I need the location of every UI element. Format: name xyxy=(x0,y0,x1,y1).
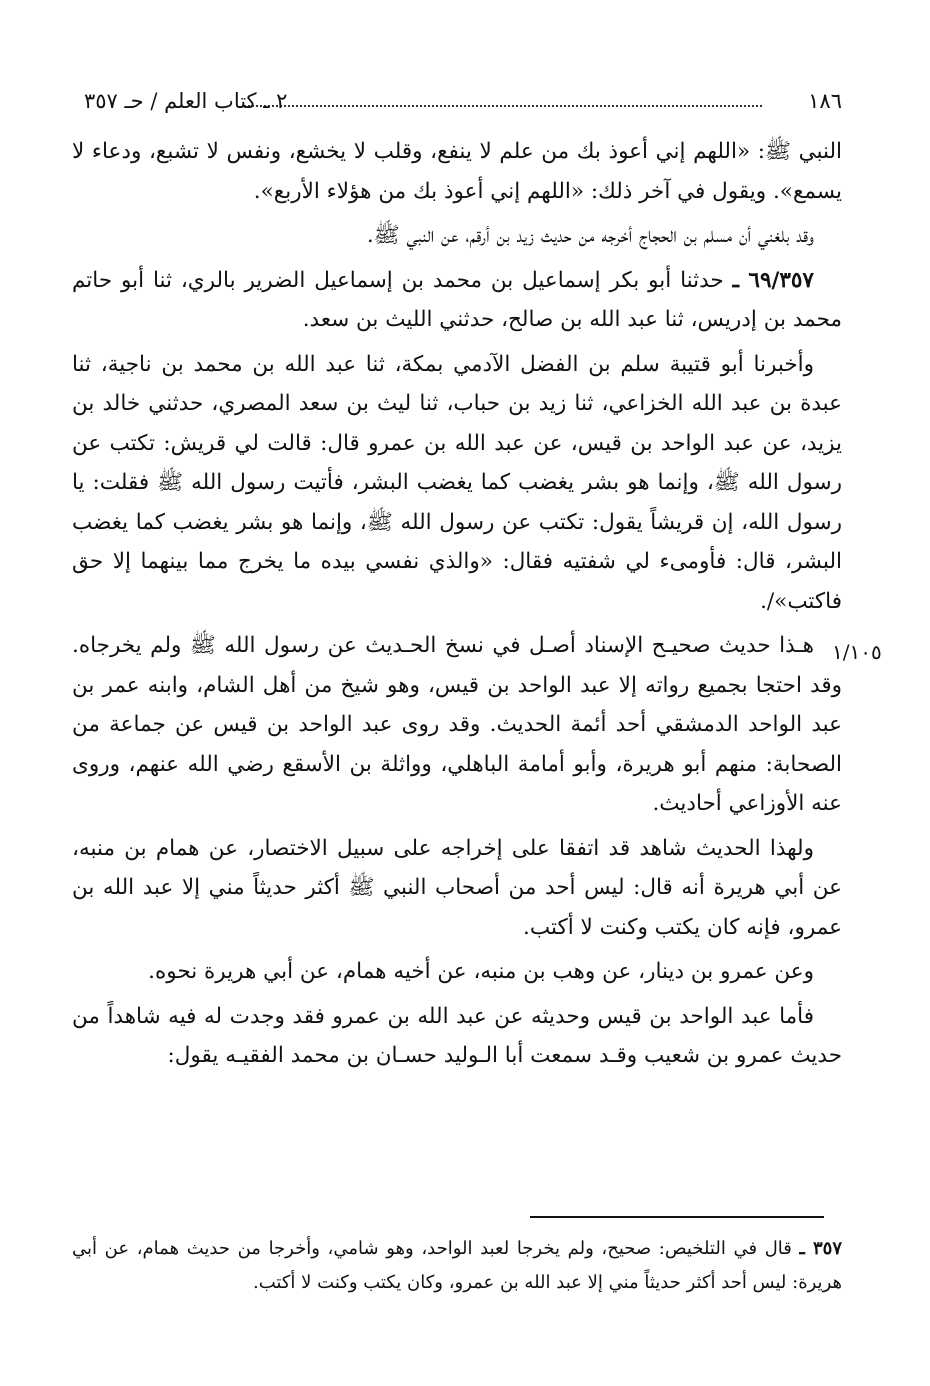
footnote-text: قال في التلخيص: صحيح، ولم يخرجا لعبد الواحد، وهو شامي، وأخرجا من حديث همام، عن أبي هريرة: ليس أحد أكثر حديثاً مني إلا عبد الله بن عمرو، وكان يكتب وكنت لا أكتب. xyxy=(72,1238,842,1293)
margin-folio-note: ١/١٠٥ xyxy=(832,640,882,664)
paragraph: وعن عمرو بن دينار، عن وهب بن منبه، عن أخيه همام، عن أبي هريرة نحوه. xyxy=(148,959,814,984)
paragraph-text: حدثنا أبو بكر إسماعيل بن محمد بن إسماعيل الضرير بالري، ثنا أبو حاتم محمد بن إدريس، ثنا عبد الله بن صالح، حدثني الليث بن سعد. xyxy=(72,267,842,332)
paragraph: النبي ﷺ: «اللهم إني أعوذ بك من علم لا ينفع، وقلب لا يخشع، ونفس لا تشبع، ودعاء لا يسمع». ويقول في آخر ذلك: «اللهم إني أعوذ بك من هؤلاء الأربع». xyxy=(72,139,842,204)
paragraph: هـذا حديث صحيـح الإسناد أصـل في نسخ الحـديث عن رسول الله ﷺ ولم يخرجاه. وقد احتجا بجميع رواته إلا عبد الواحد بن قيس، وهو شيخ من أهل الشام، وابنه عمر بن عبد الواحد الدمشقي أحد أئمة الحديث. وقد روى عبد الواحد بن قيس عن جماعة من الصحابة: منهم أبو هريرة، وأبو أمامة الباهلي، وواثلة بن الأسقع رضي الله عنهم، وروى عنه الأوزاعي أحاديث. xyxy=(72,633,842,816)
hadith-number: ٦٩/٣٥٧ ـ xyxy=(732,267,814,293)
footnote-divider xyxy=(530,1216,824,1218)
running-title: ٢ ـ كتاب العلم / حـ ٣٥٧ xyxy=(84,89,288,113)
paragraph: وقد بلغني أن مسلم بن الحجاج أخرجه من حديث زيد بن أرقم، عن النبي ﷺ. xyxy=(366,223,814,248)
page-number: ١٨٦ xyxy=(808,89,842,113)
hadith-paragraph xyxy=(72,261,842,340)
main-text xyxy=(72,132,842,1081)
paragraph: فأما عبد الواحد بن قيس وحديثه عن عبد الله بن عمرو فقد وجدت له فيه شاهداً من حديث عمرو بن شعيب وقـد سمعت أبا الـوليد حسـان بن محمد الفقيـه يقول: xyxy=(72,1003,842,1068)
paragraph: ولهذا الحديث شاهد قد اتفقا على إخراجه على سبيل الاختصار، عن همام بن منبه، عن أبي هريرة أنه قال: ليس أحد من أصحاب النبي ﷺ أكثر حديثاً مني إلا عبد الله بن عمرو، فإنه كان يكتب وكنت لا أكتب. xyxy=(72,835,842,940)
paragraph: وأخبرنا أبو قتيبة سلم بن الفضل الآدمي بمكة، ثنا عبد الله بن محمد بن ناجية، ثنا عبدة بن عبد الله الخزاعي، ثنا زيد بن حباب، ثنا ليث بن سعد المصري، حدثني خالد بن يزيد، عن عبد الواحد بن قيس، عن عبد الله بن عمرو قال: قالت لي قريش: تكتب عن رسول الله ﷺ، وإنما هو بشر يغضب كما يغضب البشر، فأتيت رسول الله ﷺ فقلت: يا رسول الله، إن قريشاً يقول: تكتب عن رسول الله ﷺ، وإنما هو بشر يغضب كما يغضب البشر، قال: فأومىء لي شفتيه فقال: «والذي نفسي بيده ما يخرج مما بينهما إلا حق فاكتب»/. xyxy=(72,351,842,614)
footnote-number: ٣٥٧ ـ xyxy=(799,1238,842,1259)
header-dotted-leader xyxy=(244,105,762,107)
footnote xyxy=(72,1232,842,1300)
page-header xyxy=(84,84,842,118)
